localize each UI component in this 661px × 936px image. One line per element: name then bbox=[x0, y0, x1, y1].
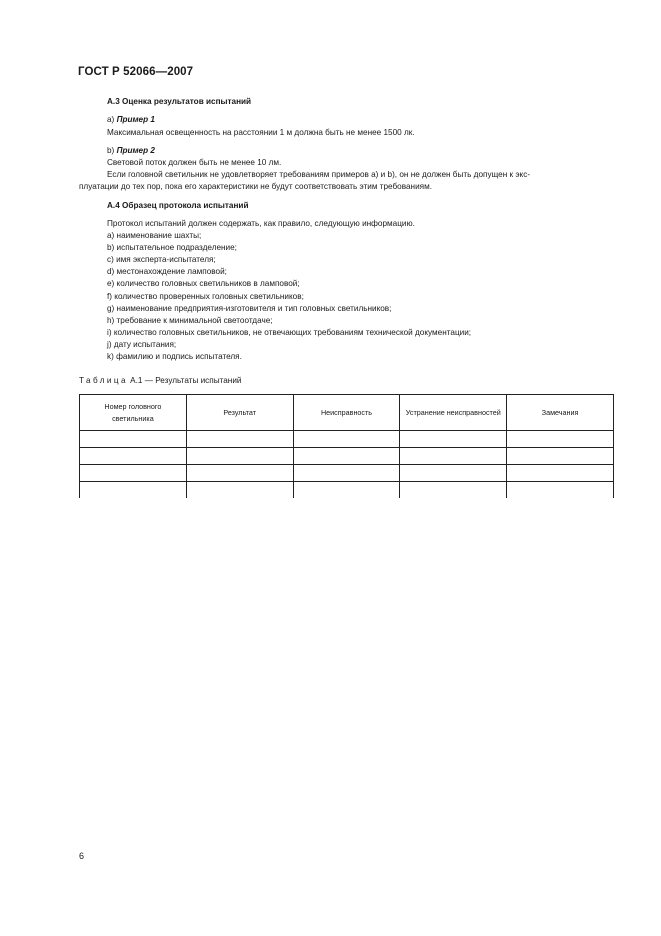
example2-line bbox=[107, 146, 155, 155]
document-id-header: ГОСТ Р 52066—2007 bbox=[78, 66, 194, 78]
table-cell bbox=[293, 448, 400, 465]
example2-text-2: Если головной светильник не удовлетворяет требованиям примеров a) и b), он не должен быть допущен к экс- bbox=[107, 170, 531, 179]
table-caption-title: A.1 — Результаты испытаний bbox=[127, 376, 242, 385]
table-cell bbox=[400, 431, 507, 448]
list-item: a) наименование шахты; bbox=[107, 231, 202, 240]
example2-prefix: b) bbox=[107, 146, 117, 155]
table-row bbox=[80, 431, 614, 448]
results-table bbox=[79, 394, 614, 498]
list-item: k) фамилию и подпись испытателя. bbox=[107, 352, 242, 361]
table-cell bbox=[186, 482, 293, 499]
list-item: i) количество головных светильников, не отвечающих требованиям технической документации; bbox=[107, 328, 472, 337]
table-cell bbox=[507, 482, 614, 499]
table-cell bbox=[293, 465, 400, 482]
list-item: c) имя эксперта-испытателя; bbox=[107, 255, 216, 264]
example2-text-1: Световой поток должен быть не менее 10 лм. bbox=[107, 158, 282, 167]
table-cell bbox=[400, 482, 507, 499]
list-item: e) количество головных светильников в ламповой; bbox=[107, 279, 300, 288]
example1-line bbox=[107, 115, 155, 124]
table-caption-word: Таблица bbox=[79, 376, 128, 385]
example2-title: Пример 2 bbox=[116, 146, 155, 155]
table-cell bbox=[400, 465, 507, 482]
column-header: Замечания bbox=[507, 395, 614, 431]
table-cell bbox=[293, 431, 400, 448]
table-cell bbox=[80, 448, 187, 465]
column-header: Неисправность bbox=[293, 395, 400, 431]
section-a4-heading: A.4 Образец протокола испытаний bbox=[107, 201, 249, 210]
table-cell bbox=[80, 465, 187, 482]
example2-text-3: плуатации до тех пор, пока его характеристики не будут соответствовать этим требованиям. bbox=[79, 182, 432, 191]
table-cell bbox=[80, 431, 187, 448]
table-cell bbox=[507, 431, 614, 448]
list-item: f) количество проверенных головных светильников; bbox=[107, 292, 304, 301]
list-item: d) местонахождение ламповой; bbox=[107, 267, 227, 276]
list-item: g) наименование предприятия-изготовителя и тип головных светильников; bbox=[107, 304, 392, 313]
table-cell bbox=[400, 448, 507, 465]
section-a4-intro: Протокол испытаний должен содержать, как правило, следующую информацию. bbox=[107, 219, 415, 228]
column-header: Номер головного светильника bbox=[80, 395, 187, 431]
list-item: h) требование к минимальной светоотдаче; bbox=[107, 316, 273, 325]
table-row bbox=[80, 465, 614, 482]
table-cell bbox=[186, 448, 293, 465]
example1-text: Максимальная освещенность на расстоянии 1 м должна быть не менее 1500 лк. bbox=[107, 128, 415, 137]
page-number: 6 bbox=[79, 851, 85, 861]
table-cell bbox=[186, 431, 293, 448]
section-a3-heading: A.3 Оценка результатов испытаний bbox=[107, 97, 252, 106]
list-item: j) дату испытания; bbox=[107, 340, 177, 349]
table-cell bbox=[80, 482, 187, 499]
table-row bbox=[80, 482, 614, 499]
list-item: b) испытательное подразделение; bbox=[107, 243, 237, 252]
example1-title: Пример 1 bbox=[116, 115, 155, 124]
table-cell bbox=[186, 465, 293, 482]
table-caption bbox=[79, 376, 241, 385]
table-header-row bbox=[80, 395, 614, 431]
table-cell bbox=[507, 465, 614, 482]
table-row bbox=[80, 448, 614, 465]
column-header: Устранение неисправностей bbox=[400, 395, 507, 431]
table-cell bbox=[507, 448, 614, 465]
table-cell bbox=[293, 482, 400, 499]
column-header: Результат bbox=[186, 395, 293, 431]
example1-prefix: a) bbox=[107, 115, 117, 124]
